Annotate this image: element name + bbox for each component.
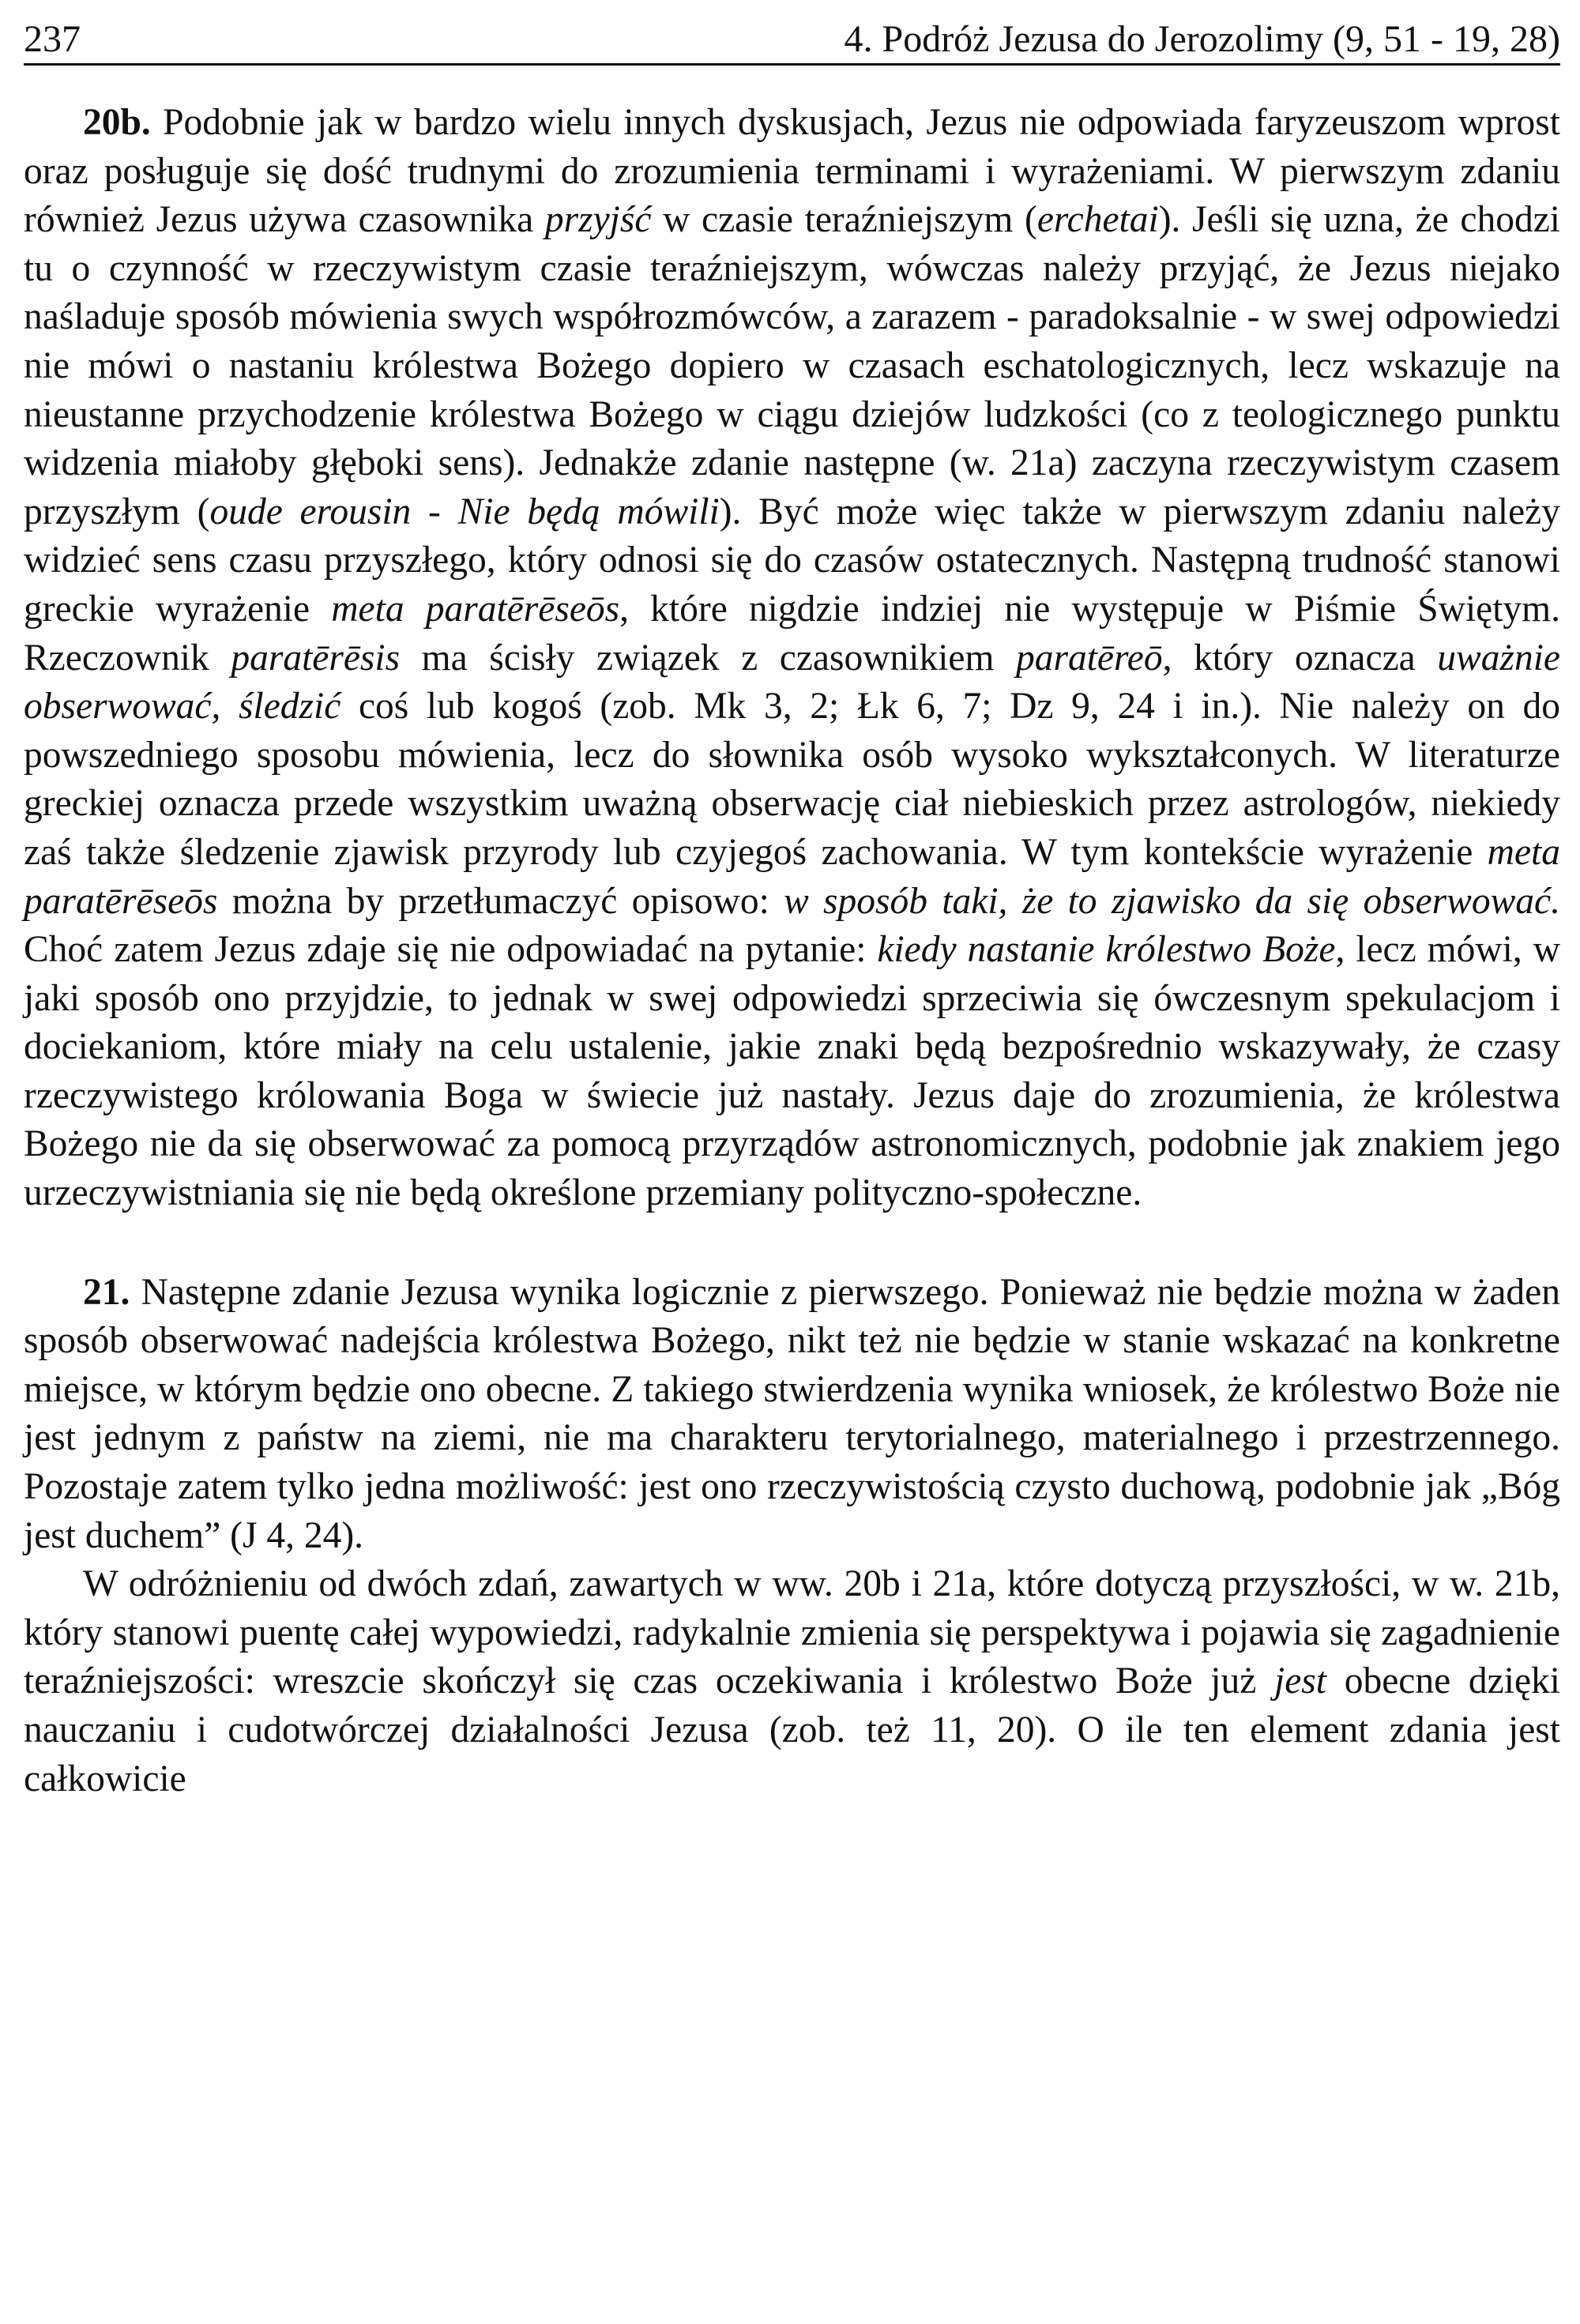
text-run: ). Być może więc także w pierwszym zdaniu należy widzieć sens czasu przyszłego, który odnosi się do czasów ostatecznych. Następną trudność stanowi greckie wyrażenie [24, 491, 1560, 630]
running-title: 4. Podróż Jezusa do Jerozolimy (9, 51 - 19, 28) [844, 18, 1560, 60]
text-run: Choć zatem Jezus zdaje się nie odpowiadać na pytanie: [24, 929, 878, 971]
page-body [24, 99, 1560, 1803]
text-run: W odróżnieniu od dwóch zdań, zawartych w ww. 20b i 21a, które dotyczą przyszłości, w w. 21b, który stanowi puentę całej wypowiedzi, radykalnie zmienia się perspektywa i pojawia się zagadnienie teraźniejszości: wreszcie skończył się czas oczekiwania i królestwo Boże już [24, 1563, 1560, 1702]
text-run: , który oznacza [1162, 637, 1438, 679]
verse-number: 20b. [83, 102, 151, 143]
text-run: obecne dzięki nauczaniu i cudotwórczej działalności Jezusa (zob. też 11, 20). O ile ten element zdania jest całkowicie [24, 1660, 1560, 1799]
page-number: 237 [24, 18, 81, 60]
text-run: Podobnie jak w bardzo wielu innych dyskusjach, Jezus nie odpowiada faryzeuszom wprost oraz posługuje się dość trudnymi do zrozumienia terminami i wyrażeniami. W pierwszym zdaniu również Jezus używa czasownika [24, 102, 1560, 241]
verse-number: 21. [83, 1271, 130, 1313]
italic-text-run: uważnie obserwować, śledzić [24, 637, 1560, 728]
italic-text-run: oude erousin - Nie będą mówili [209, 491, 720, 532]
italic-text-run: meta paratērēseōs [24, 831, 1560, 922]
paragraph-21-continued [24, 1560, 1560, 1803]
italic-text-run: kiedy nastanie królestwo Boże [877, 929, 1336, 971]
italic-text-run: paratērēsis [231, 637, 401, 679]
paragraph-21 [24, 1269, 1560, 1561]
text-run: ma ścisły związek z czasownikiem [400, 637, 1016, 679]
italic-text-run: meta paratērēseōs [331, 588, 620, 630]
text-run: , lecz mówi, w jaki sposób ono przyjdzie, to jednak w swej odpowiedzi sprzeciwia się ówczesnym spekulacjom i dociekaniom, które miały na celu ustalenie, jakie znaki będą bezpośrednio wskazywały, że czasy rzeczywistego królowania Boga w świecie już nastały. Jezus daje do zrozumienia, że królestwa Bożego nie da się obserwować za pomocą przyrządów astronomicznych, podobnie jak znakiem jego urzeczywistniania się nie będą określone przemiany polityczno-społeczne. [24, 929, 1560, 1214]
text-run: coś lub kogoś (zob. Mk 3, 2; Łk 6, 7; Dz 9, 24 i in.). Nie należy on do powszedniego sposobu mówienia, lecz do słownika osób wysoko wykształconych. W literaturze greckiej oznacza przede wszystkim uważną obserwację ciał niebieskich przez astrologów, niekiedy zaś także śledzenie zjawisk przyrody lub czyjegoś zachowania. W tym kontekście wyrażenie [24, 686, 1561, 873]
text-run: można by przetłumaczyć opisowo: [217, 880, 784, 922]
page-header [24, 16, 1560, 66]
italic-text-run: przyjść [544, 199, 652, 241]
italic-text-run: jest [1274, 1660, 1326, 1702]
text-run: w czasie teraźniejszym ( [651, 199, 1037, 241]
text-run: ). Jeśli się uzna, że chodzi tu o czynność w rzeczywistym czasie teraźniejszym, wówczas należy przyjąć, że Jezus niejako naśladuje sposób mówienia swych współrozmówców, a zarazem - paradoksalnie - w swej odpowiedzi nie mówi o nastaniu królestwa Bożego dopiero w czasach eschatologicznych, lecz wskazuje na nieustanne przychodzenie królestwa Bożego w ciągu dziejów ludzkości (co z teologicznego punktu widzenia miałoby głęboki sens). Jednakże zdanie następne (w. 21a) zaczyna rzeczywistym czasem przyszłym ( [24, 199, 1560, 532]
italic-text-run: erchetai [1036, 199, 1159, 241]
book-page [24, 0, 1560, 2324]
italic-text-run: paratēreō [1016, 637, 1163, 679]
text-run: , które nigdzie indziej nie występuje w Piśmie Świętym. Rzeczownik [24, 588, 1561, 679]
italic-text-run: w sposób taki, że to zjawisko da się obserwować. [784, 880, 1560, 922]
paragraph-20b [24, 99, 1560, 1218]
text-run: Następne zdanie Jezusa wynika logicznie z pierwszego. Ponieważ nie będzie można w żaden sposób obserwować nadejścia królestwa Bożego, nikt też nie będzie w stanie wskazać na konkretne miejsce, w którym będzie ono obecne. Z takiego stwierdzenia wynika wniosek, że królestwo Boże nie jest jednym z państw na ziemi, nie ma charakteru terytorialnego, materialnego i przestrzennego. Pozostaje zatem tylko jedna możliwość: jest ono rzeczywistością czysto duchową, podobnie jak „Bóg jest duchem” (J 4, 24). [24, 1271, 1560, 1556]
